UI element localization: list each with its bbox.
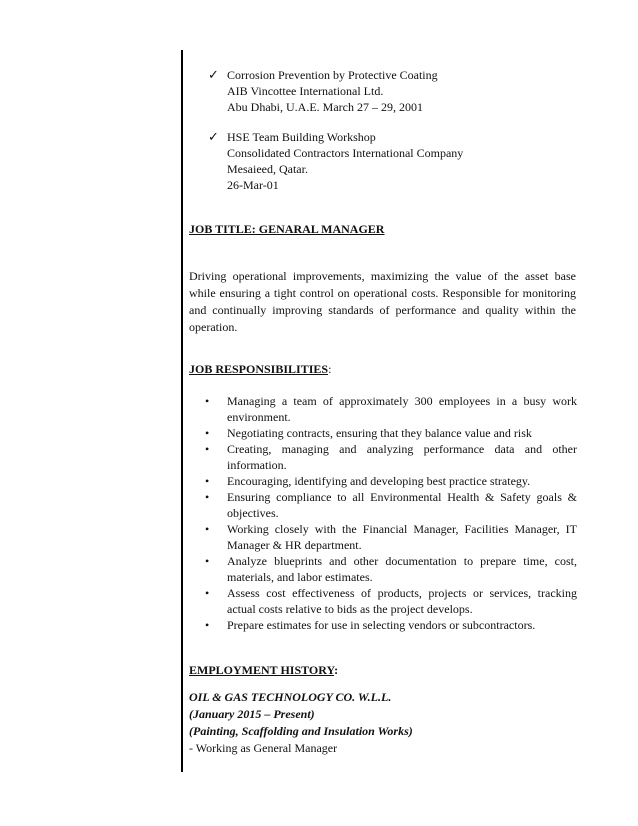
checkmark-icon: ✓	[208, 67, 219, 82]
summary-line: Driving operational improvements, maximizing the value of the asset base	[189, 269, 576, 283]
bullet-icon: •	[205, 522, 210, 536]
bullet-icon: •	[205, 554, 210, 568]
bullet-icon: •	[205, 426, 210, 440]
responsibility-text: Negotiating contracts, ensuring that they balance value and risk	[227, 426, 532, 440]
bullet-icon: •	[205, 394, 210, 408]
responsibilities-colon: :	[328, 362, 332, 376]
responsibility-text: Analyze blueprints and other documentation to prepare time, cost,	[227, 554, 577, 568]
employment-colon: :	[334, 663, 339, 677]
employment-heading-row	[189, 662, 338, 678]
responsibility-item	[205, 585, 577, 617]
responsibility-text: Managing a team of approximately 300 employees in a busy work	[227, 394, 577, 408]
employer-name: OIL & GAS TECHNOLOGY CO. W.L.L.	[189, 690, 392, 704]
bullet-icon: •	[205, 618, 210, 632]
responsibility-item	[205, 393, 577, 425]
responsibility-item	[205, 553, 577, 585]
responsibility-text: information.	[227, 458, 287, 472]
responsibility-text: Prepare estimates for use in selecting vendors or subcontractors.	[227, 618, 536, 632]
checkmark-icon: ✓	[208, 129, 219, 144]
responsibility-text: Manager & HR department.	[227, 538, 362, 552]
training-company: Consolidated Contractors International Company	[227, 146, 464, 160]
responsibility-text: Assess cost effectiveness of products, projects or services, tracking	[227, 586, 577, 600]
summary-line: operation.	[189, 320, 238, 334]
employment-scope: (Painting, Scaffolding and Insulation Works)	[189, 724, 413, 738]
responsibility-item	[205, 617, 577, 633]
training-date: 26-Mar-01	[227, 178, 279, 192]
left-margin-rule	[181, 50, 183, 772]
responsibility-text: Creating, managing and analyzing performance data and other	[227, 442, 577, 456]
employment-entry	[189, 689, 413, 757]
responsibility-item	[205, 521, 577, 553]
bullet-icon: •	[205, 490, 210, 504]
responsibility-text: Ensuring compliance to all Environmental Health & Safety goals &	[227, 490, 577, 504]
responsibilities-list	[205, 393, 577, 633]
bullet-icon: •	[205, 586, 210, 600]
training-title: HSE Team Building Workshop	[227, 130, 376, 144]
responsibility-item	[205, 441, 577, 473]
training-title: Corrosion Prevention by Protective Coating	[227, 68, 438, 82]
responsibilities-heading: JOB RESPONSIBILITIES	[189, 362, 329, 376]
employment-role: - Working as General Manager	[189, 741, 338, 755]
responsibility-text: actual costs relative to bids as the project develops.	[227, 602, 473, 616]
responsibility-item	[205, 425, 577, 441]
bullet-icon: •	[205, 442, 210, 456]
responsibility-text: Encouraging, identifying and developing best practice strategy.	[227, 474, 531, 488]
training-company: AIB Vincottee International Ltd.	[227, 84, 384, 98]
employment-period: (January 2015 – Present)	[189, 707, 315, 721]
training-location-date: Abu Dhabi, U.A.E. March 27 – 29, 2001	[227, 100, 423, 114]
summary-line: and continually improving standards of performance and quality within the	[189, 303, 576, 317]
training-item-2	[227, 129, 463, 193]
bullet-icon: •	[205, 474, 210, 488]
responsibilities-heading-row	[189, 361, 331, 377]
responsibility-text: materials, and labor estimates.	[227, 570, 373, 584]
responsibility-text: objectives.	[227, 506, 279, 520]
responsibility-text: Working closely with the Financial Manager, Facilities Manager, IT	[227, 522, 577, 536]
employment-heading: EMPLOYMENT HISTORY	[189, 663, 335, 677]
training-location: Mesaieed, Qatar.	[227, 162, 308, 176]
summary-line: while ensuring a tight control on operational costs. Responsible for monitoring	[189, 286, 576, 300]
job-summary	[189, 268, 576, 336]
training-item-1	[227, 67, 438, 115]
responsibility-text: environment.	[227, 410, 291, 424]
job-title-heading: JOB TITLE: GENARAL MANAGER	[189, 222, 385, 236]
responsibility-item	[205, 489, 577, 521]
responsibility-item	[205, 473, 577, 489]
